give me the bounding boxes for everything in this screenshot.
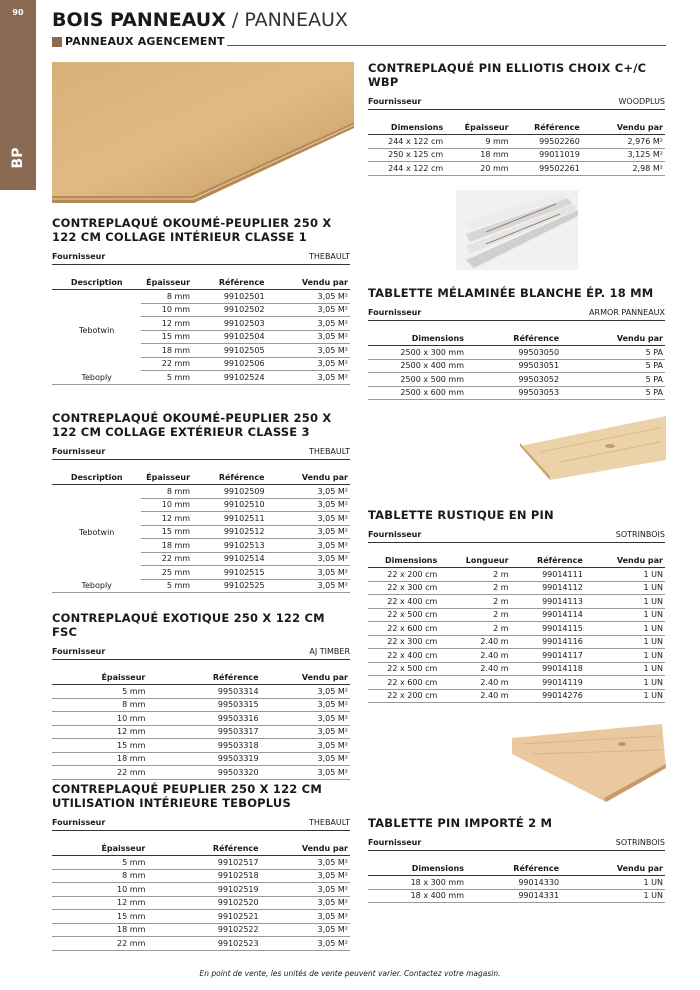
col-header: Référence bbox=[466, 863, 561, 876]
cell: 99014111 bbox=[511, 568, 585, 582]
cell: 99503314 bbox=[147, 685, 260, 699]
cell: 18 mm bbox=[445, 148, 510, 162]
col-header: Vendu par bbox=[585, 555, 665, 568]
supplier-line bbox=[52, 447, 350, 460]
cell: 2 m bbox=[439, 622, 510, 636]
cell: 99102515 bbox=[192, 566, 267, 580]
col-header: Référence bbox=[511, 555, 585, 568]
col-header: Dimensions bbox=[368, 555, 439, 568]
section-title: CONTREPLAQUÉ OKOUMÉ-PEUPLIER 250 X 122 CM COLLAGE INTÉRIEUR CLASSE 1 bbox=[52, 216, 332, 244]
table-row bbox=[52, 766, 350, 780]
supplier-name: AJ TIMBER bbox=[309, 647, 350, 656]
cell: 2.40 m bbox=[439, 635, 510, 649]
cell: 12 mm bbox=[52, 896, 147, 910]
col-header: Vendu par bbox=[267, 472, 350, 485]
cell: 3,05 M² bbox=[261, 856, 350, 870]
supplier-line bbox=[368, 838, 665, 851]
cell: 22 x 400 cm bbox=[368, 649, 439, 663]
cell: 12 mm bbox=[141, 317, 192, 331]
cell-description: Tebotwin bbox=[78, 325, 115, 335]
section-title: CONTREPLAQUÉ PEUPLIER 250 X 122 CM UTILISATION INTÉRIEURE TEBOPLUS bbox=[52, 782, 322, 810]
supplier-label: Fournisseur bbox=[52, 252, 106, 261]
col-header: Référence bbox=[147, 843, 260, 856]
cell: 3,05 M² bbox=[267, 498, 350, 512]
cell: 3,05 M² bbox=[261, 752, 350, 766]
cell: 5 PA bbox=[561, 346, 665, 360]
col-header: Vendu par bbox=[561, 863, 665, 876]
cell: 1 UN bbox=[585, 595, 665, 609]
cell: 2 m bbox=[439, 568, 510, 582]
table-row bbox=[52, 485, 350, 499]
cell: 12 mm bbox=[52, 725, 147, 739]
cell: 99503051 bbox=[466, 359, 561, 373]
table-row bbox=[368, 676, 665, 690]
col-header: Dimensions bbox=[368, 863, 466, 876]
col-header: Dimensions bbox=[368, 122, 445, 135]
page-number: 90 bbox=[12, 8, 24, 17]
cell: 99102522 bbox=[147, 923, 260, 937]
section-importe bbox=[368, 816, 665, 903]
page-header bbox=[52, 8, 666, 48]
supplier-label: Fournisseur bbox=[52, 818, 106, 827]
cell: 2.40 m bbox=[439, 662, 510, 676]
cell: 2.40 m bbox=[439, 649, 510, 663]
section-title: TABLETTE PIN IMPORTÉ 2 M bbox=[368, 816, 553, 830]
col-header: Épaisseur bbox=[52, 843, 147, 856]
subtitle-rule bbox=[227, 45, 666, 46]
supplier-line bbox=[52, 818, 350, 831]
cell: 3,05 M² bbox=[267, 344, 350, 358]
cell: 1 UN bbox=[585, 608, 665, 622]
cell: 1 UN bbox=[561, 889, 665, 903]
section-okoume-interieur bbox=[52, 216, 350, 385]
section-title: TABLETTE MÉLAMINÉE BLANCHE ÉP. 18 MM bbox=[368, 286, 654, 300]
cell: 3,05 M² bbox=[261, 910, 350, 924]
cell: 99102512 bbox=[192, 525, 267, 539]
cell: 99102524 bbox=[192, 371, 267, 385]
cell: 2500 x 300 mm bbox=[368, 346, 466, 360]
side-tab bbox=[0, 0, 36, 190]
cell: 99503052 bbox=[466, 373, 561, 387]
cell: 99014118 bbox=[511, 662, 585, 676]
supplier-name: THEBAULT bbox=[308, 252, 350, 261]
section-rustique bbox=[368, 508, 665, 703]
cell: 99102517 bbox=[147, 856, 260, 870]
cell: 1 UN bbox=[585, 662, 665, 676]
cell: 99102520 bbox=[147, 896, 260, 910]
table-row bbox=[52, 923, 350, 937]
section-code: BP bbox=[10, 147, 26, 169]
cell: 1 UN bbox=[585, 581, 665, 595]
table-row bbox=[368, 568, 665, 582]
cell: 99503315 bbox=[147, 698, 260, 712]
title-bold: BOIS PANNEAUX bbox=[52, 9, 226, 31]
cell: 99014119 bbox=[511, 676, 585, 690]
col-header: Description bbox=[52, 277, 141, 290]
cell: 99102509 bbox=[192, 485, 267, 499]
cell: 99102523 bbox=[147, 937, 260, 951]
okoume-panel-image bbox=[52, 62, 354, 204]
cell: 1 UN bbox=[585, 689, 665, 703]
supplier-label: Fournisseur bbox=[52, 647, 106, 656]
table-row bbox=[368, 581, 665, 595]
cell: 22 x 600 cm bbox=[368, 676, 439, 690]
cell: 3,05 M² bbox=[267, 330, 350, 344]
table-row bbox=[368, 649, 665, 663]
cell: 3,05 M² bbox=[261, 725, 350, 739]
cell: 99102503 bbox=[192, 317, 267, 331]
cell: 1 UN bbox=[561, 876, 665, 890]
cell: 3,05 M² bbox=[261, 869, 350, 883]
table-row bbox=[52, 883, 350, 897]
col-header: Référence bbox=[192, 472, 267, 485]
cell: 3,05 M² bbox=[261, 739, 350, 753]
section-title: CONTREPLAQUÉ PIN ELLIOTIS CHOIX C+/C WBP bbox=[368, 61, 647, 89]
cell: 5 mm bbox=[141, 579, 192, 593]
table-row bbox=[368, 135, 665, 149]
cell: 22 mm bbox=[52, 766, 147, 780]
cell: 3,125 M² bbox=[582, 148, 665, 162]
cell: 10 mm bbox=[52, 712, 147, 726]
cell: 3,05 M² bbox=[261, 896, 350, 910]
table-row bbox=[52, 739, 350, 753]
cell: 99014276 bbox=[511, 689, 585, 703]
table-row bbox=[52, 698, 350, 712]
supplier-name: SOTRINBOIS bbox=[615, 530, 665, 539]
footer-note: En point de vente, les unités de vente peuvent varier. Contactez votre magasin. bbox=[199, 969, 501, 978]
cell: 22 x 300 cm bbox=[368, 581, 439, 595]
cell: 99014112 bbox=[511, 581, 585, 595]
cell: 5 PA bbox=[561, 373, 665, 387]
cell: 8 mm bbox=[141, 290, 192, 304]
table-row bbox=[52, 725, 350, 739]
cell: 1 UN bbox=[585, 676, 665, 690]
section-peuplier bbox=[52, 782, 350, 951]
cell: 99014114 bbox=[511, 608, 585, 622]
cell: 3,05 M² bbox=[261, 766, 350, 780]
section-title: CONTREPLAQUÉ OKOUMÉ-PEUPLIER 250 X 122 CM COLLAGE EXTÉRIEUR CLASSE 3 bbox=[52, 411, 332, 439]
cell: 15 mm bbox=[52, 910, 147, 924]
table-row bbox=[368, 635, 665, 649]
col-header: Vendu par bbox=[561, 333, 665, 346]
cell: 2500 x 400 mm bbox=[368, 359, 466, 373]
table-row bbox=[52, 579, 350, 593]
col-header: Épaisseur bbox=[141, 277, 192, 290]
table-row bbox=[368, 622, 665, 636]
cell: 99102502 bbox=[192, 303, 267, 317]
cell: 15 mm bbox=[52, 739, 147, 753]
subtitle-square-icon bbox=[52, 37, 62, 47]
col-header: Longueur bbox=[439, 555, 510, 568]
col-header: Description bbox=[52, 472, 141, 485]
col-header: Référence bbox=[147, 672, 260, 685]
cell: 99014331 bbox=[466, 889, 561, 903]
supplier-line bbox=[52, 252, 350, 265]
cell: 22 x 500 cm bbox=[368, 662, 439, 676]
cell: 2 m bbox=[439, 595, 510, 609]
title-light: PANNEAUX bbox=[244, 9, 348, 31]
supplier-label: Fournisseur bbox=[368, 530, 422, 539]
cell: 2 m bbox=[439, 608, 510, 622]
table-row bbox=[52, 290, 350, 304]
cell: 99102505 bbox=[192, 344, 267, 358]
cell: 25 mm bbox=[141, 566, 192, 580]
page-title bbox=[52, 8, 666, 32]
cell: 2.40 m bbox=[439, 689, 510, 703]
cell: 99503316 bbox=[147, 712, 260, 726]
product-table bbox=[368, 122, 665, 176]
supplier-label: Fournisseur bbox=[52, 447, 106, 456]
table-row bbox=[52, 752, 350, 766]
cell: 22 mm bbox=[141, 357, 192, 371]
cell: 99014113 bbox=[511, 595, 585, 609]
table-row bbox=[368, 148, 665, 162]
cell: 2 m bbox=[439, 581, 510, 595]
title-sep: / bbox=[225, 9, 245, 31]
cell: 3,05 M² bbox=[267, 357, 350, 371]
cell: 18 mm bbox=[52, 752, 147, 766]
cell: 20 mm bbox=[445, 162, 510, 176]
supplier-line bbox=[368, 97, 665, 110]
section-melaminee bbox=[368, 286, 665, 400]
cell: 99014330 bbox=[466, 876, 561, 890]
col-header: Épaisseur bbox=[445, 122, 510, 135]
table-row bbox=[368, 595, 665, 609]
cell: 99102510 bbox=[192, 498, 267, 512]
supplier-label: Fournisseur bbox=[368, 308, 422, 317]
cell: 2,976 M² bbox=[582, 135, 665, 149]
product-table bbox=[368, 333, 665, 400]
cell: 10 mm bbox=[141, 498, 192, 512]
cell: 3,05 M² bbox=[267, 290, 350, 304]
supplier-label: Fournisseur bbox=[368, 838, 422, 847]
cell: 5 mm bbox=[52, 856, 147, 870]
cell: 99102525 bbox=[192, 579, 267, 593]
cell: 10 mm bbox=[52, 883, 147, 897]
cell: 99102511 bbox=[192, 512, 267, 526]
cell: 3,05 M² bbox=[261, 685, 350, 699]
col-header: Épaisseur bbox=[52, 672, 147, 685]
cell: 1 UN bbox=[585, 635, 665, 649]
cell: 99011019 bbox=[511, 148, 582, 162]
cell: 3,05 M² bbox=[267, 525, 350, 539]
imported-pine-shelf-image bbox=[512, 724, 666, 802]
cell: 22 x 200 cm bbox=[368, 568, 439, 582]
cell: 99102518 bbox=[147, 869, 260, 883]
table-row bbox=[52, 937, 350, 951]
cell: 5 mm bbox=[141, 371, 192, 385]
table-row bbox=[52, 896, 350, 910]
table-row bbox=[52, 869, 350, 883]
cell: 99503050 bbox=[466, 346, 561, 360]
cell: 22 x 600 cm bbox=[368, 622, 439, 636]
cell: 99014117 bbox=[511, 649, 585, 663]
cell: 3,05 M² bbox=[267, 552, 350, 566]
col-header: Vendu par bbox=[261, 672, 350, 685]
product-table bbox=[368, 863, 665, 903]
cell: 22 mm bbox=[52, 937, 147, 951]
cell: 99102521 bbox=[147, 910, 260, 924]
cell: 22 x 200 cm bbox=[368, 689, 439, 703]
supplier-label: Fournisseur bbox=[368, 97, 422, 106]
product-table bbox=[52, 472, 350, 593]
supplier-name: WOODPLUS bbox=[618, 97, 665, 106]
cell: 3,05 M² bbox=[267, 371, 350, 385]
supplier-name: THEBAULT bbox=[308, 818, 350, 827]
cell: 3,05 M² bbox=[267, 539, 350, 553]
section-exotique bbox=[52, 611, 350, 780]
cell: 18 x 300 mm bbox=[368, 876, 466, 890]
cell: 99503317 bbox=[147, 725, 260, 739]
cell: 10 mm bbox=[141, 303, 192, 317]
cell: 8 mm bbox=[52, 698, 147, 712]
cell: 99503319 bbox=[147, 752, 260, 766]
cell: 99102513 bbox=[192, 539, 267, 553]
cell: 2,98 M² bbox=[582, 162, 665, 176]
cell-description: Tebotwin bbox=[78, 527, 115, 537]
cell: 1 UN bbox=[585, 622, 665, 636]
table-row bbox=[52, 712, 350, 726]
cell: 244 x 122 cm bbox=[368, 162, 445, 176]
cell: 2500 x 600 mm bbox=[368, 386, 466, 400]
cell: 1 UN bbox=[585, 568, 665, 582]
cell: 99102504 bbox=[192, 330, 267, 344]
col-header: Vendu par bbox=[261, 843, 350, 856]
cell: 99502261 bbox=[511, 162, 582, 176]
col-header: Vendu par bbox=[582, 122, 665, 135]
cell: 8 mm bbox=[141, 485, 192, 499]
supplier-line bbox=[368, 308, 665, 321]
cell: 99503053 bbox=[466, 386, 561, 400]
table-row bbox=[368, 662, 665, 676]
cell: 22 x 300 cm bbox=[368, 635, 439, 649]
col-header: Référence bbox=[192, 277, 267, 290]
section-elliotis bbox=[368, 61, 665, 176]
cell: 99014116 bbox=[511, 635, 585, 649]
cell: 99102514 bbox=[192, 552, 267, 566]
table-row bbox=[368, 373, 665, 387]
table-row bbox=[368, 889, 665, 903]
cell: 99503320 bbox=[147, 766, 260, 780]
cell: 15 mm bbox=[141, 525, 192, 539]
product-table bbox=[52, 277, 350, 385]
product-table bbox=[52, 843, 350, 951]
cell: 18 mm bbox=[52, 923, 147, 937]
cell: 2.40 m bbox=[439, 676, 510, 690]
cell: 3,05 M² bbox=[267, 512, 350, 526]
subtitle-text: PANNEAUX AGENCEMENT bbox=[65, 35, 225, 48]
cell-description: Teboply bbox=[52, 579, 141, 593]
cell: 5 PA bbox=[561, 359, 665, 373]
cell: 18 x 400 mm bbox=[368, 889, 466, 903]
page-subtitle bbox=[52, 35, 666, 48]
col-header: Référence bbox=[466, 333, 561, 346]
cell: 3,05 M² bbox=[267, 566, 350, 580]
cell: 99502260 bbox=[511, 135, 582, 149]
cell: 1 UN bbox=[585, 649, 665, 663]
table-row bbox=[52, 371, 350, 385]
cell: 99102506 bbox=[192, 357, 267, 371]
cell: 3,05 M² bbox=[261, 712, 350, 726]
cell: 2500 x 500 mm bbox=[368, 373, 466, 387]
cell: 99503318 bbox=[147, 739, 260, 753]
section-okoume-exterieur bbox=[52, 411, 350, 593]
section-title: TABLETTE RUSTIQUE EN PIN bbox=[368, 508, 554, 522]
section-title: CONTREPLAQUÉ EXOTIQUE 250 X 122 CM FSC bbox=[52, 611, 325, 639]
stacked-boards-image bbox=[456, 190, 578, 270]
cell: 5 mm bbox=[52, 685, 147, 699]
rustic-pine-shelf-image bbox=[520, 416, 666, 480]
supplier-line bbox=[52, 647, 350, 660]
cell: 5 PA bbox=[561, 386, 665, 400]
supplier-name: THEBAULT bbox=[308, 447, 350, 456]
cell: 3,05 M² bbox=[267, 303, 350, 317]
table-row bbox=[52, 910, 350, 924]
cell: 22 x 400 cm bbox=[368, 595, 439, 609]
cell: 18 mm bbox=[141, 539, 192, 553]
table-row bbox=[52, 685, 350, 699]
cell: 8 mm bbox=[52, 869, 147, 883]
table-row bbox=[368, 346, 665, 360]
supplier-line bbox=[368, 530, 665, 543]
cell: 3,05 M² bbox=[267, 317, 350, 331]
col-header: Épaisseur bbox=[141, 472, 192, 485]
cell: 250 x 125 cm bbox=[368, 148, 445, 162]
cell-description: Teboply bbox=[52, 371, 141, 385]
table-row bbox=[368, 608, 665, 622]
col-header: Vendu par bbox=[267, 277, 350, 290]
cell: 22 x 500 cm bbox=[368, 608, 439, 622]
cell: 12 mm bbox=[141, 512, 192, 526]
supplier-name: SOTRINBOIS bbox=[615, 838, 665, 847]
cell: 99102519 bbox=[147, 883, 260, 897]
table-row bbox=[368, 162, 665, 176]
table-row bbox=[368, 386, 665, 400]
cell: 99014115 bbox=[511, 622, 585, 636]
supplier-name: ARMOR PANNEAUX bbox=[589, 308, 665, 317]
col-header: Dimensions bbox=[368, 333, 466, 346]
cell: 15 mm bbox=[141, 330, 192, 344]
cell: 22 mm bbox=[141, 552, 192, 566]
cell: 3,05 M² bbox=[261, 698, 350, 712]
cell: 3,05 M² bbox=[261, 883, 350, 897]
cell: 3,05 M² bbox=[261, 923, 350, 937]
cell: 3,05 M² bbox=[267, 579, 350, 593]
table-row bbox=[368, 876, 665, 890]
cell: 18 mm bbox=[141, 344, 192, 358]
table-row bbox=[368, 689, 665, 703]
col-header: Référence bbox=[511, 122, 582, 135]
table-row bbox=[368, 359, 665, 373]
cell: 3,05 M² bbox=[267, 485, 350, 499]
cell: 9 mm bbox=[445, 135, 510, 149]
cell: 99102501 bbox=[192, 290, 267, 304]
product-table bbox=[368, 555, 665, 703]
table-row bbox=[52, 856, 350, 870]
product-table bbox=[52, 672, 350, 780]
cell: 244 x 122 cm bbox=[368, 135, 445, 149]
cell: 3,05 M² bbox=[261, 937, 350, 951]
